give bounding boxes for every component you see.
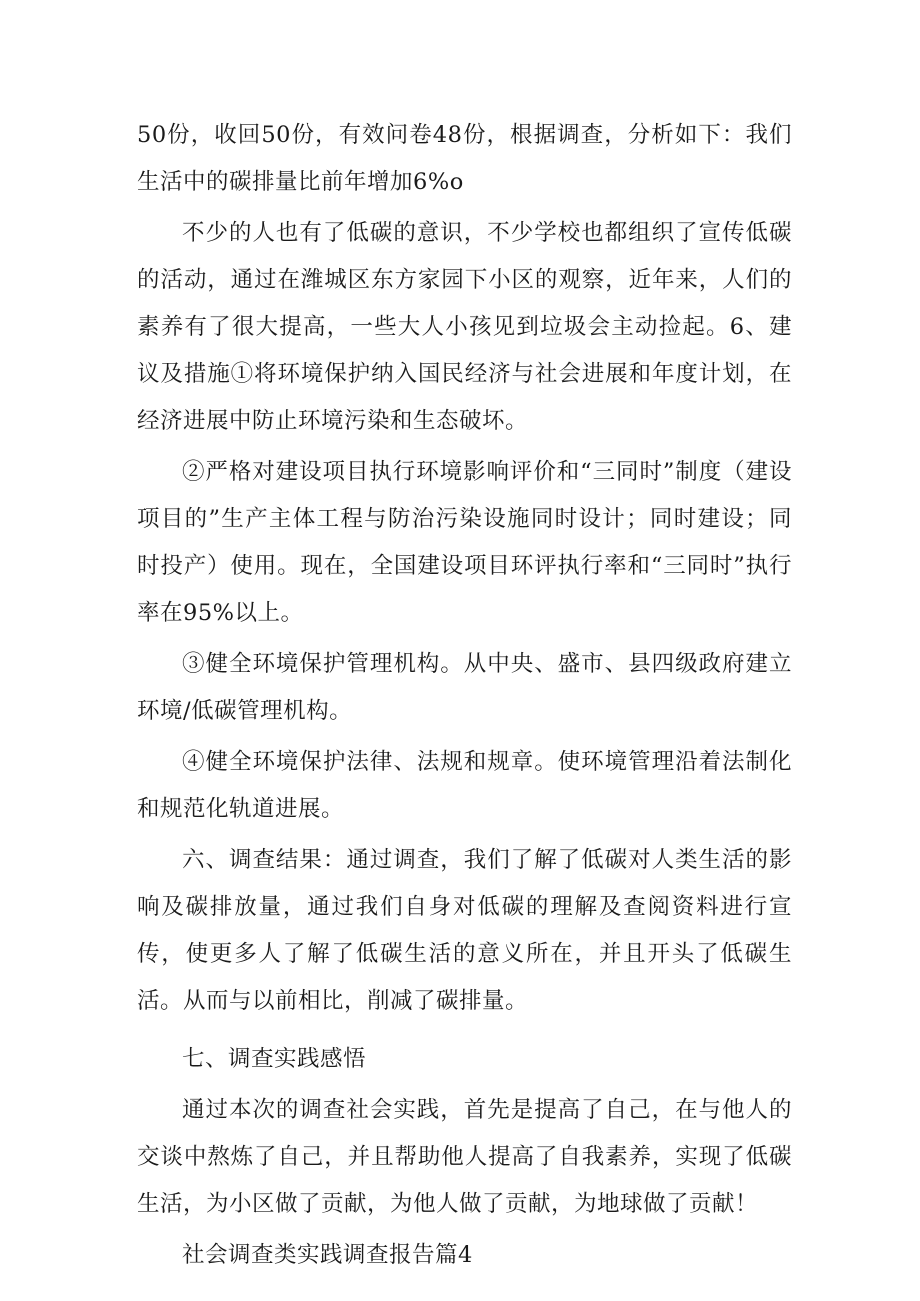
paragraph-section-6-results: 六、调查结果：通过调查，我们了解了低碳对人类生活的影响及碳排放量，通过我们自身对低碳的理解及查阅资料进行宣传，使更多人了解了低碳生活的意义所在，并且开头了低碳生活。从而与以前相比，削减了碳排量。 — [137, 847, 792, 1014]
paragraph-measure-3: ③健全环境保护管理机构。从中央、盛市、县四级政府建立环境/低碳管理机构。 — [137, 651, 792, 724]
paragraph-measure-4: ④健全环境保护法律、法规和规章。使环境管理沿着法制化和规范化轨道进展。 — [137, 749, 792, 822]
paragraph-measure-2: ②严格对建设项目执行环境影响评价和“三同时”制度（建设项目的”生产主体工程与防治污染设施同时设计；同时建设；同时投产）使用。现在，全国建设项目环评执行率和“三同时”执行率在95%以上。 — [137, 459, 792, 626]
document-body — [137, 112, 792, 1279]
paragraph-low-carbon-awareness: 不少的人也有了低碳的意识，不少学校也都组织了宣传低碳的活动，通过在潍城区东方家园下小区的观察，近年来，人们的素养有了很大提高，一些大人小孩见到垃圾会主动捡起。6、建议及措施①将环境保护纳入国民经济与社会进展和年度计划，在经济进展中防止环境污染和生态破坏。 — [137, 220, 792, 434]
next-article-title: 社会调查类实践调查报告篇4 — [182, 1242, 473, 1268]
paragraph-survey-results: 50份，收回50份，有效问卷48份，根据调查，分析如下：我们生活中的碳排量比前年增加6%o — [137, 122, 792, 195]
paragraph-practice-reflection: 通过本次的调查社会实践，首先是提高了自己，在与他人的交谈中熬炼了自己，并且帮助他人提高了自我素养，实现了低碳生活，为小区做了贡献，为他人做了贡献，为地球做了贡献！ — [137, 1097, 792, 1217]
section-heading-7: 七、调查实践感悟 — [182, 1046, 367, 1072]
